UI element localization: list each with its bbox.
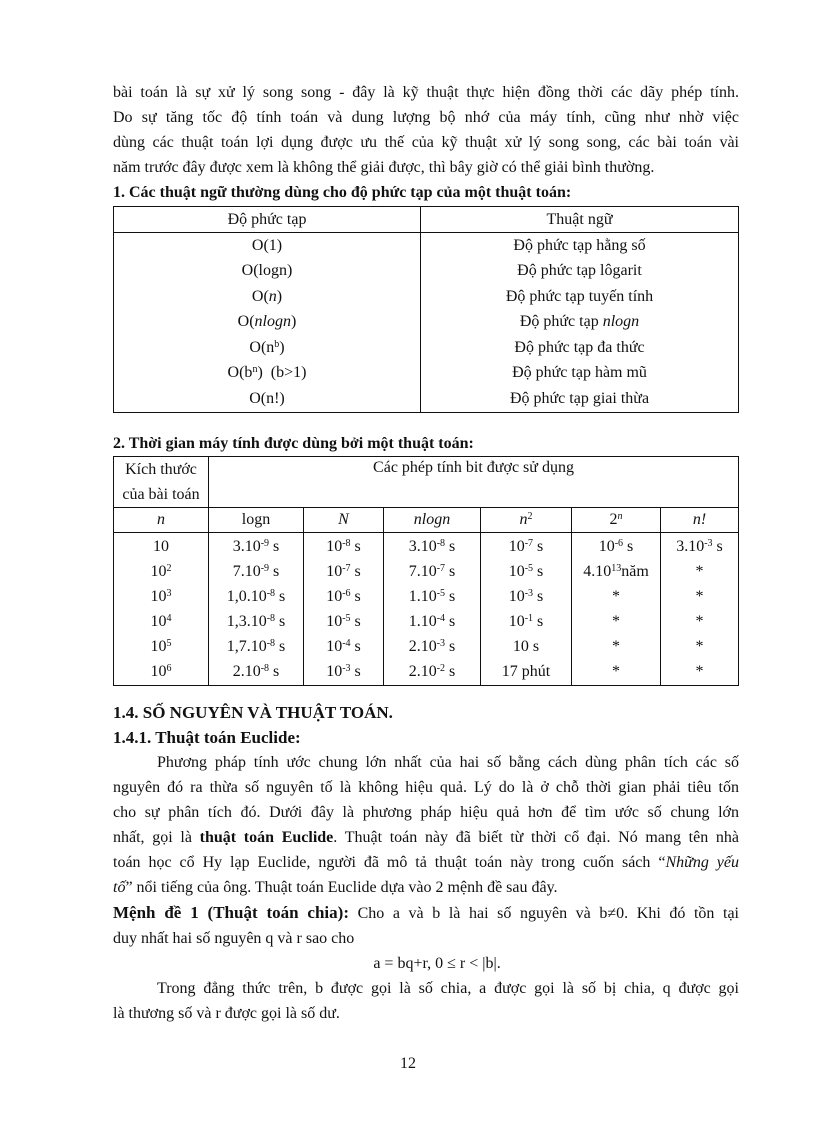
size-header: Kích thước của bài toán (114, 456, 209, 507)
table-row (114, 259, 739, 285)
col-fact: n! (661, 507, 739, 532)
page-number: 12 (400, 1055, 416, 1072)
section1-title: 1. Các thuật ngữ thường dùng cho độ phức tạp của một thuật toán: (113, 184, 572, 201)
size-cell: $10^4$ (114, 610, 209, 635)
intro-line: Do sự tăng tốc độ tính toán và dung lượng bộ nhớ của máy tính, cũng như nhờ việc (113, 109, 739, 126)
col-2n: 2$^n$ (572, 507, 661, 532)
size-cell: $10^2$ (114, 560, 209, 585)
time-cell-n: $10^{-4}$ s (304, 635, 384, 660)
time-cell-n: $10^{-5}$ s (304, 610, 384, 635)
table-row (114, 335, 739, 361)
section2-title: 2. Thời gian máy tính được dùng bởi một thuật toán: (113, 434, 474, 452)
col-logn: logn (209, 507, 304, 532)
time-cell-n2: $10^{-1}$ s (481, 610, 572, 635)
table-row (114, 585, 739, 610)
time-cell-n2: $10^{-7}$ s (481, 532, 572, 560)
intro-line: dùng các thuật toán lợi dụng được ưu thế của kỹ thuật xử lý song song, các bài toán vài (113, 134, 739, 151)
time-cell-nlogn: $2.10^{-2}$ s (384, 660, 481, 686)
term-cell: Độ phức tạp hàm mũ (421, 361, 739, 387)
time-cell-exp: 4.10$^{13}$năm (572, 560, 661, 585)
size-cell: 10 (114, 532, 209, 560)
complexity-cell: O(n) (114, 284, 421, 310)
time-cell-logn: $3.10^{-9}$ s (209, 532, 304, 560)
ops-header: Các phép tính bit được sử dụng (209, 456, 739, 507)
table-row (114, 361, 739, 387)
time-cell-nlogn: $7.10^{-7}$ s (384, 560, 481, 585)
computation-time-table (113, 456, 739, 686)
time-cell-n: $10^{-3}$ s (304, 660, 384, 686)
intro-line: bài toán là sự xử lý song song - đây là kỹ thuật thực hiện đồng thời các dãy phép tính. (113, 84, 739, 101)
col-nlogn: nlogn (384, 507, 481, 532)
table1-header-term: Thuật ngữ (421, 207, 739, 233)
time-cell-n: $10^{-6}$ s (304, 585, 384, 610)
time-cell-logn: $1,3.10^{-8}$ s (209, 610, 304, 635)
time-cell-exp: * (572, 660, 661, 686)
complexity-cell: $O(n^b)$ (114, 335, 421, 361)
time-cell-fact: * (661, 635, 739, 660)
size-cell: $10^3$ (114, 585, 209, 610)
time-cell-n2: 17 phút (481, 660, 572, 686)
size-cell: $10^5$ (114, 635, 209, 660)
time-cell-nlogn: $2.10^{-3}$ s (384, 635, 481, 660)
table-row (114, 310, 739, 336)
time-cell-fact: * (661, 610, 739, 635)
table-row (114, 610, 739, 635)
time-cell-logn: $1,0.10^{-8}$ s (209, 585, 304, 610)
time-cell-logn: $1,7.10^{-8}$ s (209, 635, 304, 660)
time-cell-fact: $3.10^{-3}$ s (661, 532, 739, 560)
size-cell: $10^6$ (114, 660, 209, 686)
proposition-1: Mệnh đề 1 (Thuật toán chia): Cho a và b là hai số nguyên và b≠0. Khi đó tồn tại duy nhất hai số nguyên q và r sao cho a = bq+r, 0 ≤ r < |b|. (113, 900, 739, 976)
complexity-cell: O(logn) (114, 259, 421, 285)
time-cell-nlogn: $1.10^{-4}$ s (384, 610, 481, 635)
time-cell-n2: 10 s (481, 635, 572, 660)
term-cell: Độ phức tạp lôgarit (421, 259, 739, 285)
intro-paragraph (113, 80, 739, 180)
col-n: n (114, 507, 209, 532)
complexity-terms-table (113, 206, 739, 413)
time-cell-nlogn: $1.10^{-5}$ s (384, 585, 481, 610)
time-cell-exp: * (572, 585, 661, 610)
time-cell-n: $10^{-7}$ s (304, 560, 384, 585)
complexity-cell: O(n!) (114, 386, 421, 412)
time-cell-exp: $10^{-6}$ s (572, 532, 661, 560)
time-cell-fact: * (661, 585, 739, 610)
term-cell: Độ phức tạp nlogn (421, 310, 739, 336)
term-cell: Độ phức tạp tuyến tính (421, 284, 739, 310)
term-cell: Độ phức tạp đa thức (421, 335, 739, 361)
time-cell-n2: $10^{-5}$ s (481, 560, 572, 585)
time-cell-nlogn: $3.10^{-8}$ s (384, 532, 481, 560)
table-row (114, 386, 739, 412)
table1-header-complexity: Độ phức tạp (114, 207, 421, 233)
final-paragraph: Trong đẳng thức trên, b được gọi là số chia, a được gọi là số bị chia, q được gọi là thương số và r được gọi là số dư. (113, 979, 739, 1022)
intro-line: năm trước đây được xem là không thể giải được, thì bây giờ có thể giải bình thường. (113, 159, 655, 176)
term-cell: Độ phức tạp giai thừa (421, 386, 739, 412)
time-cell-n2: $10^{-3}$ s (481, 585, 572, 610)
section-1-4-heading: 1.4. SỐ NGUYÊN VÀ THUẬT TOÁN. (113, 702, 393, 722)
time-cell-logn: $7.10^{-9}$ s (209, 560, 304, 585)
table-row (114, 635, 739, 660)
time-cell-fact: * (661, 660, 739, 686)
proposition-title: Mệnh đề 1 (Thuật toán chia): (113, 902, 349, 922)
table-row (114, 660, 739, 686)
table-row (114, 284, 739, 310)
division-formula: a = bq+r, 0 ≤ r < |b|. (373, 954, 501, 972)
time-cell-n: $10^{-8}$ s (304, 532, 384, 560)
table-row (114, 233, 739, 259)
table-row (114, 560, 739, 585)
complexity-cell: $O(b^n)$ (b>1) (114, 361, 421, 387)
section-1-4-1-heading: 1.4.1. Thuật toán Euclide: (113, 727, 301, 747)
col-n2: $n^2$ (481, 507, 572, 532)
complexity-cell: O(nlogn) (114, 310, 421, 336)
term-cell: Độ phức tạp hằng số (421, 233, 739, 259)
time-cell-exp: * (572, 635, 661, 660)
time-cell-logn: $2.10^{-8}$ s (209, 660, 304, 686)
table-row (114, 532, 739, 560)
page-content (113, 80, 739, 1026)
complexity-cell: O(1) (114, 233, 421, 259)
euclid-paragraph: Phương pháp tính ước chung lớn nhất của hai số bằng cách dùng phân tích các số nguyên đó ra thừa số nguyên tố là không hiệu quả. Lý do là ở chỗ thời gian phải tiêu tốn cho sự phân tích đó. Dưới đây là phương pháp hiệu quả hơn để tìm ước số chung lớn nhất, gọi là thuật toán Euclide. Thuật toán này đã biết từ thời cổ đại. Nó mang tên nhà toán học cổ Hy lạp Euclide, người đã mô tả thuật toán này trong cuốn sách “Những yếu tố” nổi tiếng của ông. Thuật toán Euclide dựa vào 2 mệnh đề sau đây. (113, 753, 739, 896)
time-cell-fact: * (661, 560, 739, 585)
time-cell-exp: * (572, 610, 661, 635)
col-N: N (304, 507, 384, 532)
